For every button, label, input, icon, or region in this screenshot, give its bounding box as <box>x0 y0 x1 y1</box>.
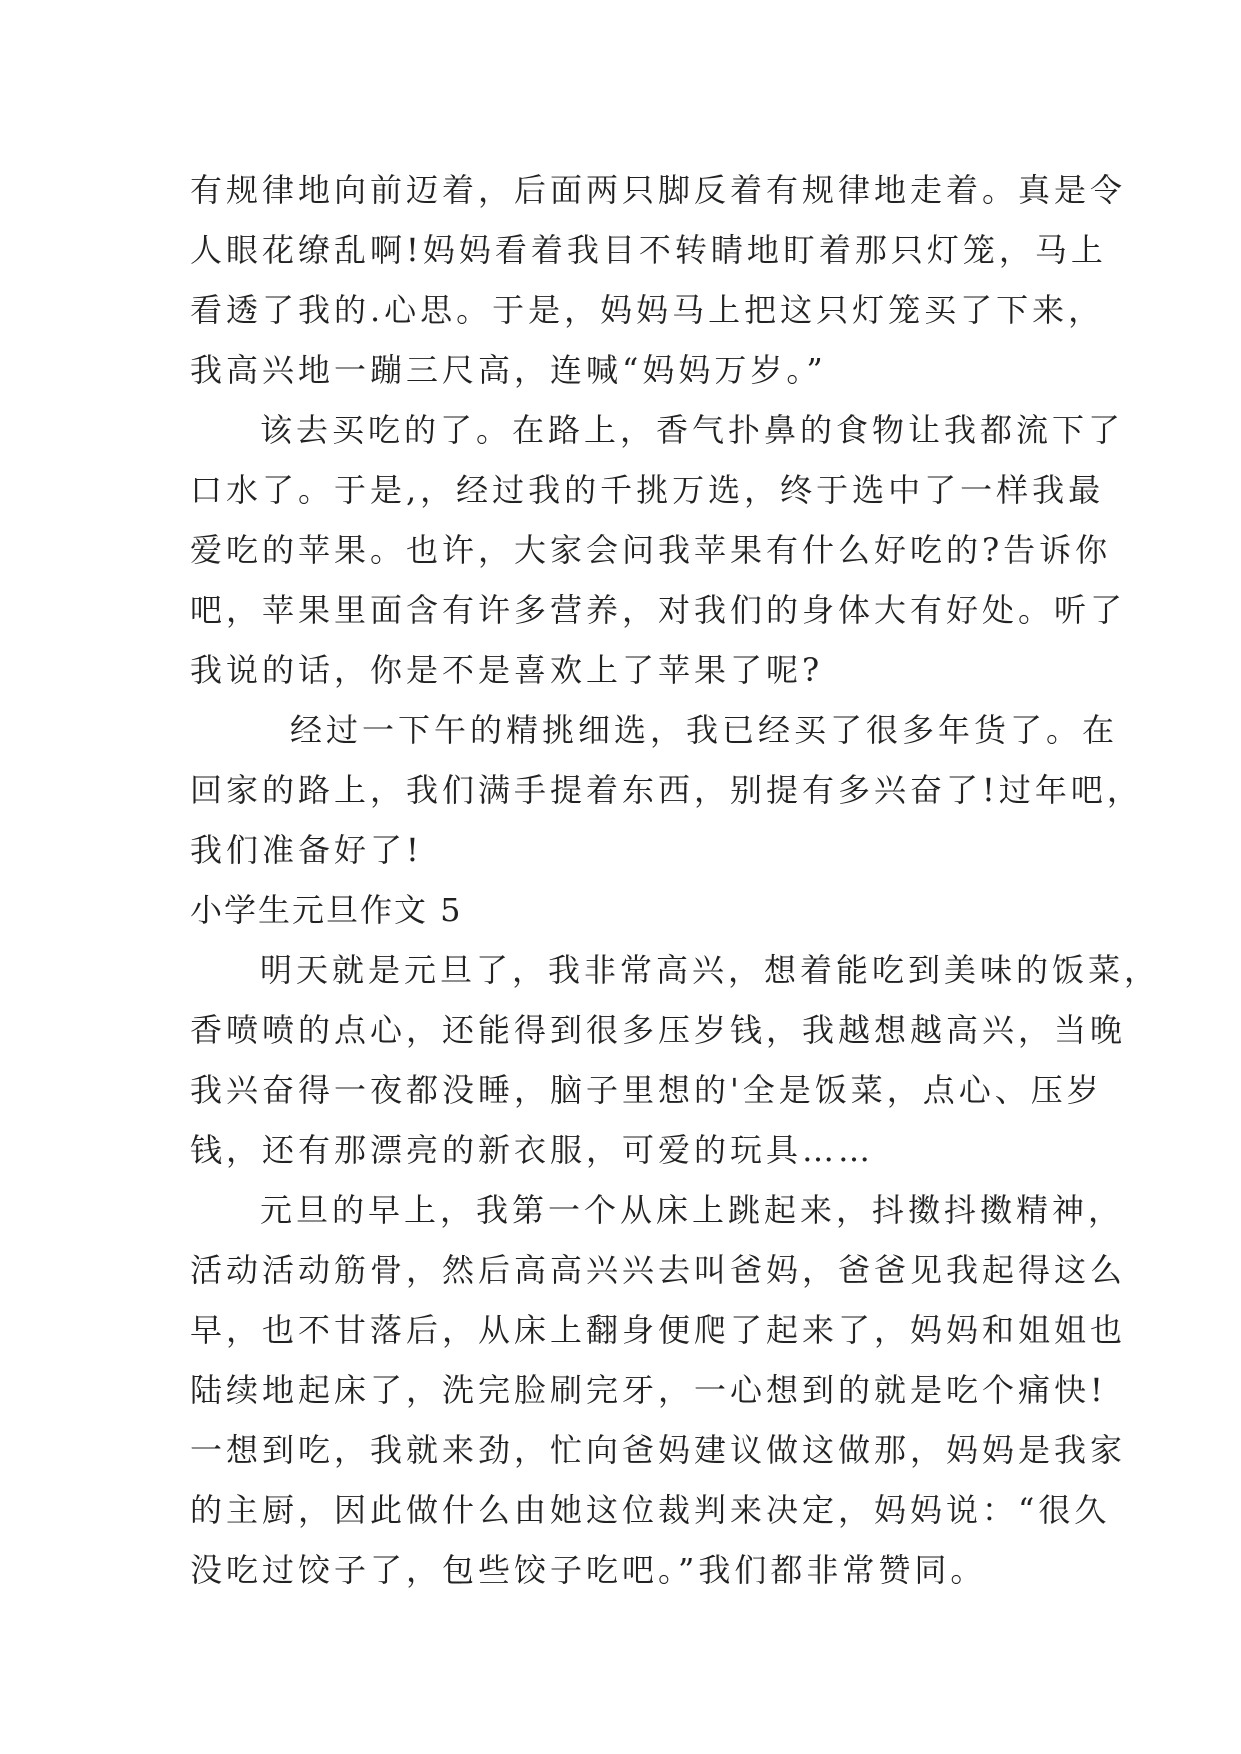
paragraph <box>190 1180 1127 1600</box>
text-line: 早，也不甘落后，从床上翻身便爬了起来了，妈妈和姐姐也 <box>190 1311 1127 1349</box>
text-line: 钱，还有那漂亮的新衣服，可爱的玩具…… <box>190 1131 875 1169</box>
text-line: 我说的话，你是不是喜欢上了苹果了呢? <box>190 651 824 689</box>
text-line: 我们准备好了! <box>190 831 423 869</box>
text-line: 回家的路上，我们满手提着东西，别提有多兴奋了!过年吧， <box>190 771 1143 809</box>
text-line: 口水了。于是,，经过我的千挑万选，终于选中了一样我最 <box>190 471 1105 509</box>
text-line: 没吃过饺子了，包些饺子吃吧。”我们都非常赞同。 <box>190 1551 987 1589</box>
text-line: 一想到吃，我就来劲，忙向爸妈建议做这做那，妈妈是我家 <box>190 1431 1127 1469</box>
paragraph <box>190 400 1127 700</box>
text-line: 有规律地向前迈着，后面两只脚反着有规律地走着。真是令 <box>190 171 1127 209</box>
text-line: 看透了我的.心思。于是，妈妈马上把这只灯笼买了下来， <box>190 291 1105 329</box>
text-line: 我兴奋得一夜都没睡，脑子里想的'全是饭菜，点心、压岁 <box>190 1071 1103 1109</box>
text-line: 陆续地起床了，洗完脸刷完牙，一心想到的就是吃个痛快! <box>190 1371 1107 1409</box>
document-body <box>190 160 1161 1600</box>
paragraph <box>190 940 1161 1180</box>
text-line: 我高兴地一蹦三尺高，连喊“妈妈万岁。” <box>190 351 827 389</box>
paragraph <box>190 700 1143 880</box>
text-line: 经过一下午的精挑细选，我已经买了很多年货了。在 <box>290 711 1119 749</box>
text-line: 元旦的早上，我第一个从床上跳起来，抖擞抖擞精神， <box>260 1191 1125 1229</box>
text-line: 爱吃的苹果。也许，大家会问我苹果有什么好吃的?告诉你 <box>190 531 1112 569</box>
text-line: 人眼花缭乱啊!妈妈看着我目不转睛地盯着那只灯笼，马上 <box>190 231 1107 269</box>
text-line: 活动活动筋骨，然后高高兴兴去叫爸妈，爸爸见我起得这么 <box>190 1251 1127 1289</box>
section-heading: 小学生元旦作文 5 <box>190 891 463 929</box>
text-line: 该去买吃的了。在路上，香气扑鼻的食物让我都流下了 <box>260 411 1125 449</box>
paragraph <box>190 160 1127 400</box>
text-line: 吧，苹果里面含有许多营养，对我们的身体大有好处。听了 <box>190 591 1127 629</box>
text-line: 明天就是元旦了，我非常高兴，想着能吃到美味的饭菜， <box>260 951 1161 989</box>
text-line: 香喷喷的点心，还能得到很多压岁钱，我越想越高兴，当晚 <box>190 1011 1127 1049</box>
text-line: 的主厨，因此做什么由她这位裁判来决定，妈妈说：“很久 <box>190 1491 1111 1529</box>
